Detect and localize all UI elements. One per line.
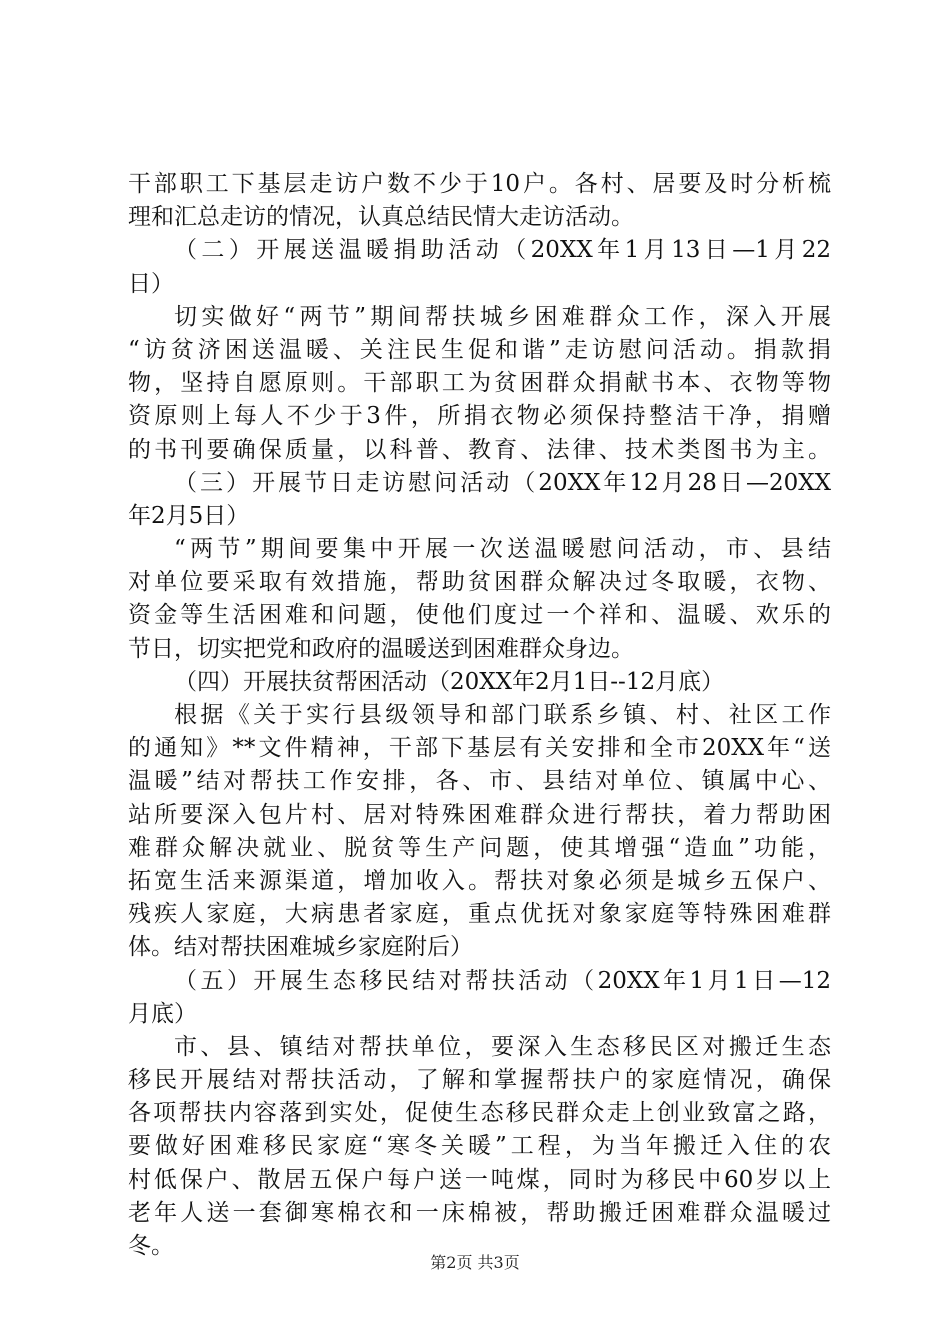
text-line: 市、县、镇结对帮扶单位，要深入生态移民区对搬迁生态 (174, 1033, 831, 1060)
document-body (128, 168, 831, 1263)
text-line: 体。结对帮扶困难城乡家庭附后） (128, 934, 473, 961)
text-line: 月底） (128, 1000, 197, 1027)
text-line: 节日，切实把党和政府的温暖送到困难群众身边。 (128, 635, 634, 662)
text-line: 资原则上每人不少于3件，所捐衣物必须保持整洁干净，捐赠 (128, 403, 831, 430)
text-line: （三）开展节日走访慰问活动（20XX年12月28日—20XX (174, 469, 831, 496)
text-line: 站所要深入包片村、居对特殊困难群众进行帮扶，着力帮助困 (128, 801, 831, 828)
text-line: 切实做好“两节”期间帮扶城乡困难群众工作，深入开展 (174, 303, 831, 330)
text-line: “访贫济困送温暖、关注民生促和谐”走访慰问活动。捐款捐 (128, 336, 831, 363)
text-line: 难群众解决就业、脱贫等生产问题，使其增强“造血”功能， (128, 834, 831, 861)
text-line: 理和汇总走访的情况，认真总结民情大走访活动。 (128, 204, 634, 231)
text-line: 冬。 (128, 1233, 174, 1259)
text-line: 残疾人家庭，大病患者家庭，重点优抚对象家庭等特殊困难群 (128, 901, 831, 928)
text-line: 年2月5日） (128, 502, 250, 529)
text-line: 的书刊要确保质量，以科普、教育、法律、技术类图书为主。 (128, 436, 831, 463)
text-line: 干部职工下基层走访户数不少于10户。各村、居要及时分析梳 (128, 171, 831, 197)
text-line: 温暖”结对帮扶工作安排，各、市、县结对单位、镇属中心、 (128, 768, 831, 795)
text-line: 资金等生活困难和问题，使他们度过一个祥和、温暖、欢乐的 (128, 602, 831, 629)
text-line: （四）开展扶贫帮困活动（20XX年2月1日--12月底） (174, 668, 725, 695)
text-line: （五）开展生态移民结对帮扶活动（20XX年1月1日—12 (174, 967, 831, 994)
text-line: 的通知》**文件精神，干部下基层有关安排和全市20XX年“送 (128, 735, 831, 762)
text-line: 物，坚持自愿原则。干部职工为贫困群众捐献书本、衣物等物 (128, 370, 831, 397)
text-line: “两节”期间要集中开展一次送温暖慰问活动，市、县结 (174, 536, 831, 563)
text-line: 根据《关于实行县级领导和部门联系乡镇、村、社区工作 (174, 702, 831, 728)
text-line: 村低保户、散居五保户每户送一吨煤，同时为移民中60岁以上 (128, 1166, 831, 1193)
text-line: 拓宽生活来源渠道，增加收入。帮扶对象必须是城乡五保户、 (128, 867, 831, 894)
text-line: 要做好困难移民家庭“寒冬关暖”工程，为当年搬迁入住的农 (128, 1133, 831, 1160)
text-line: （二）开展送温暖捐助活动（20XX年1月13日—1月22 (174, 237, 831, 264)
text-line: 各项帮扶内容落到实处，促使生态移民群众走上创业致富之路， (128, 1100, 831, 1127)
text-line: 日） (128, 270, 174, 297)
text-line: 移民开展结对帮扶活动，了解和掌握帮扶户的家庭情况，确保 (128, 1067, 831, 1094)
page-footer: 第2页 共3页 (430, 1253, 520, 1272)
text-line: 老年人送一套御寒棉衣和一床棉被，帮助搬迁困难群众温暖过 (128, 1199, 831, 1226)
text-line: 对单位要采取有效措施，帮助贫困群众解决过冬取暖，衣物、 (128, 569, 831, 596)
